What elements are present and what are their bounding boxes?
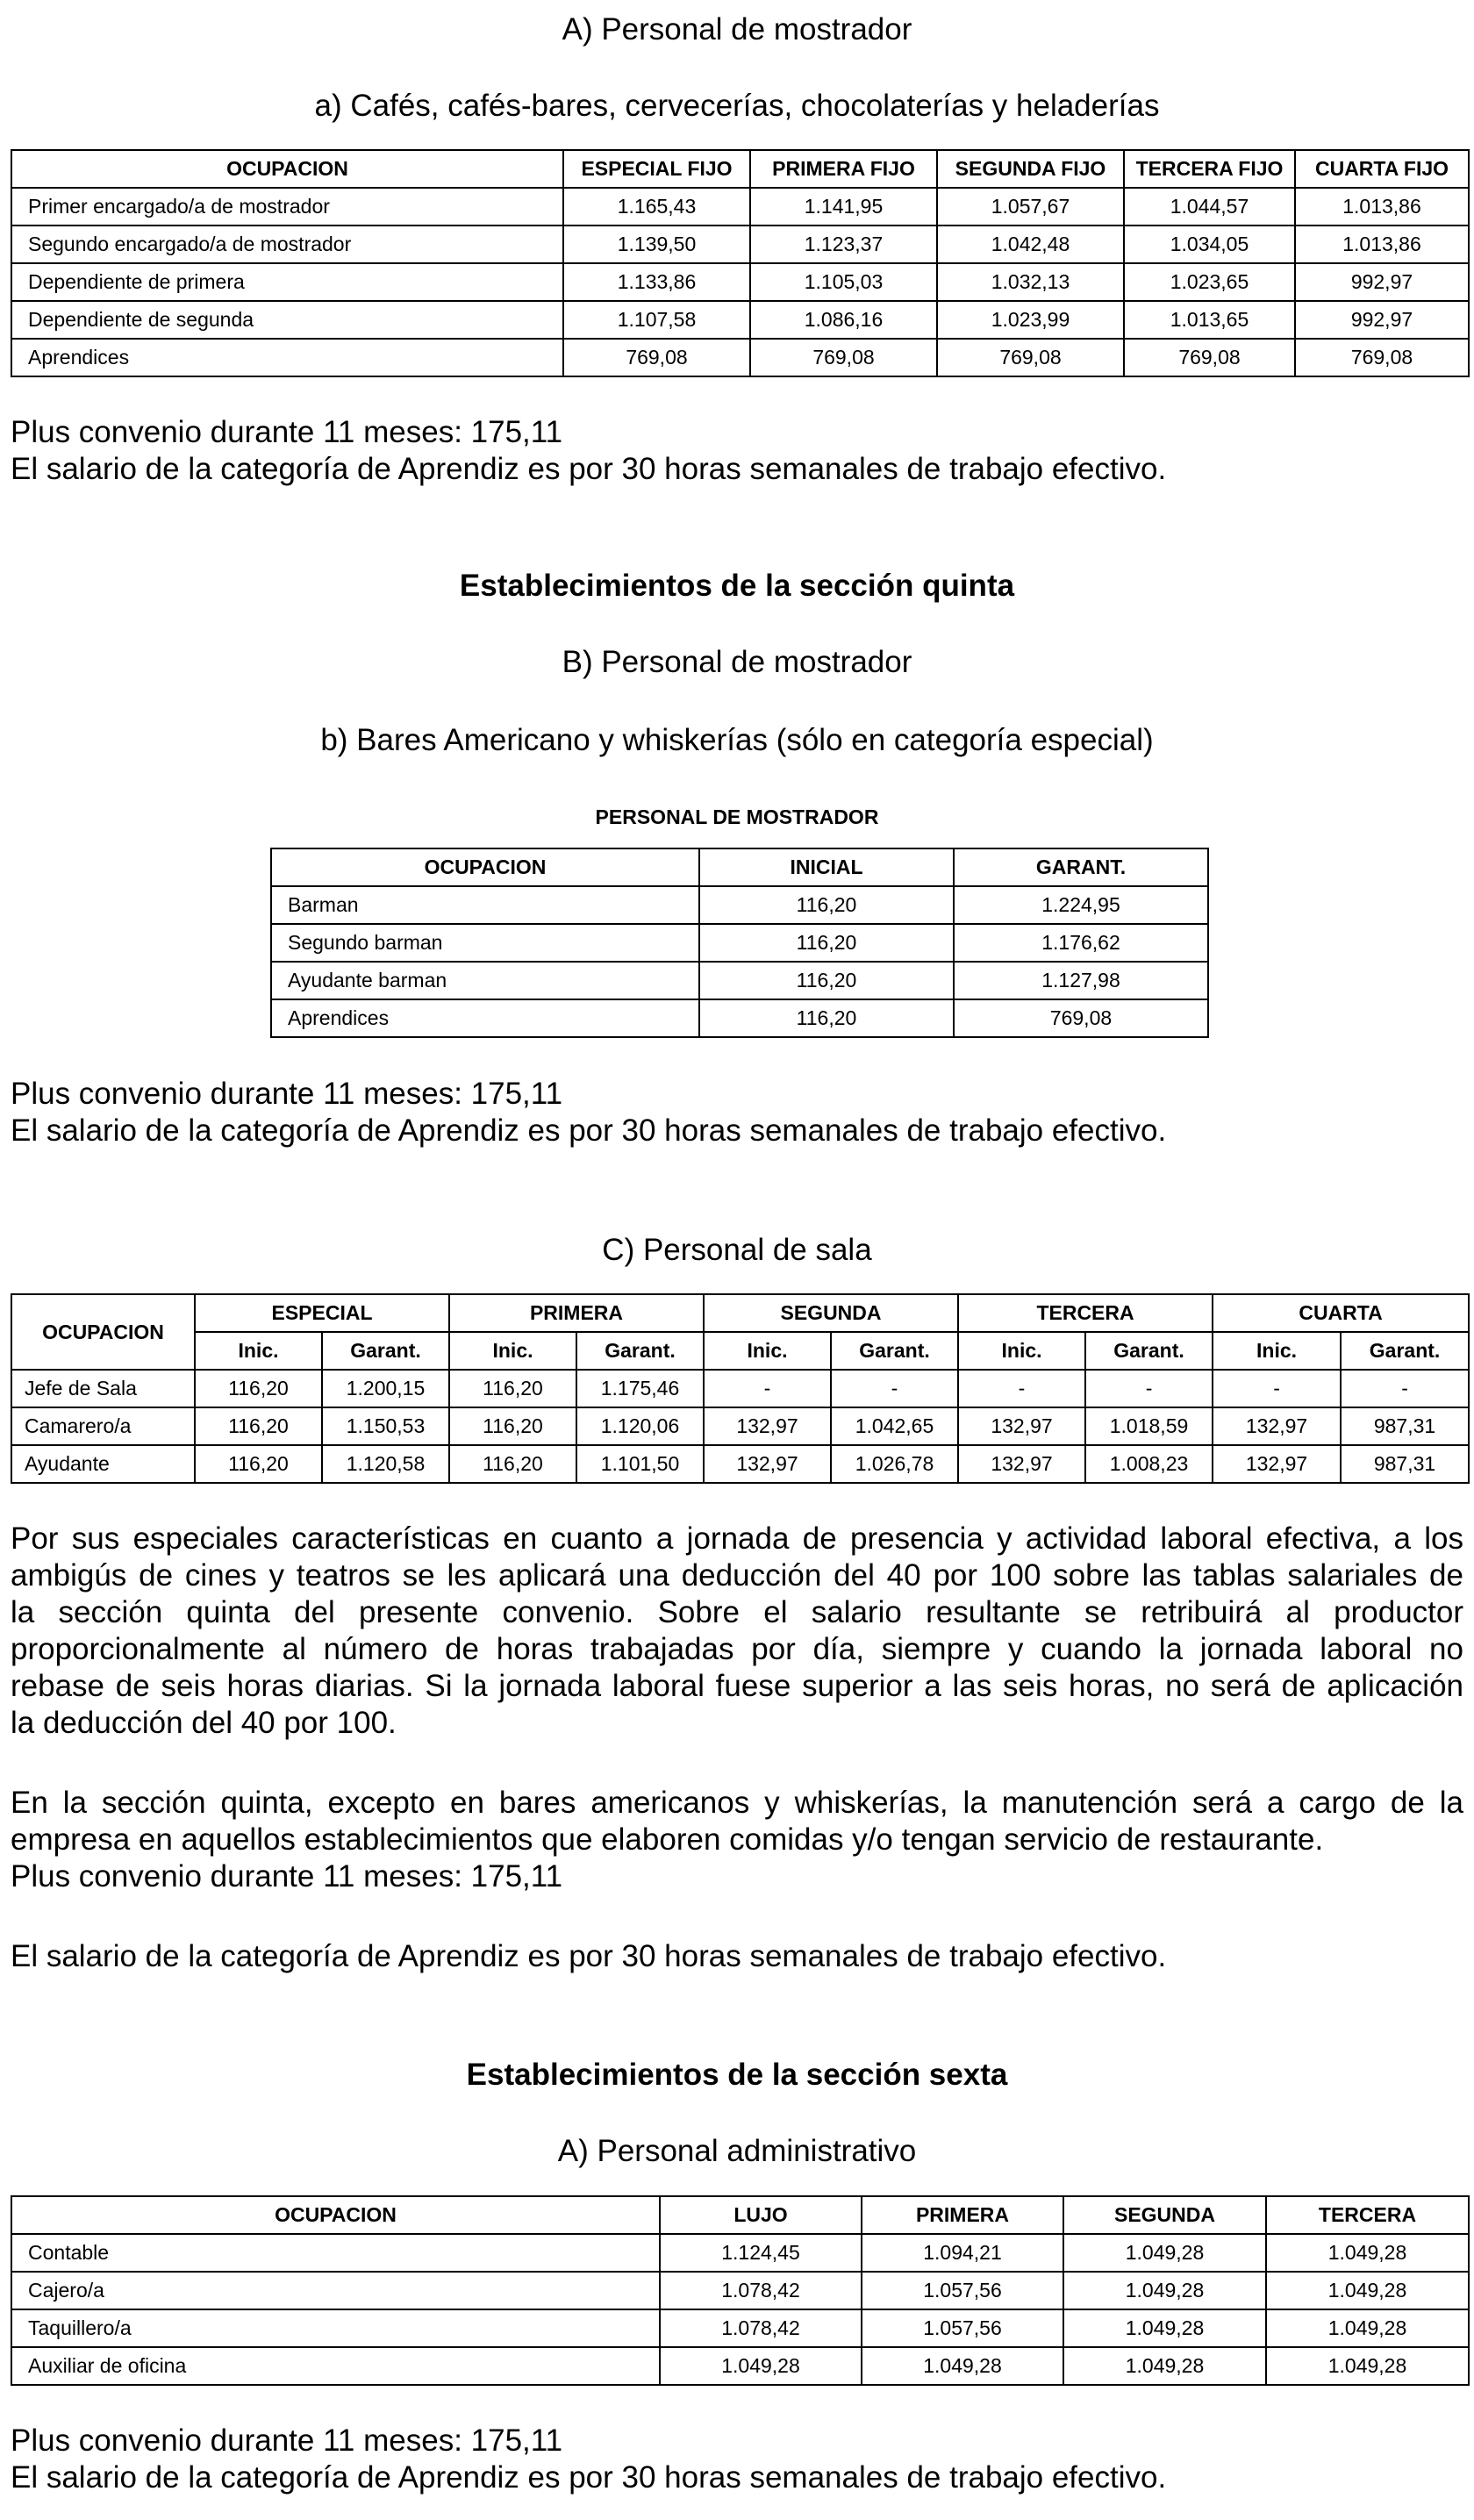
table-personal-administrativo [11,2195,1470,2386]
table-row [11,339,1469,376]
table-cell: 992,97 [1295,301,1469,339]
table-cell: 1.008,23 [1085,1445,1213,1483]
plus-convenio-text: Plus convenio durante 11 meses: 175,11 [11,1077,563,1111]
col-sub-header: Garant. [322,1332,449,1370]
table-cell: 1.023,65 [1124,263,1295,301]
heading-personal-administrativo: A) Personal administrativo [557,2134,917,2168]
paragraph-manutencion [11,1785,1463,1858]
paragraph-ambigus [11,1521,1463,1742]
table-cell: 1.049,28 [1063,2347,1266,2385]
salario-aprendiz-text: El salario de la categoría de Aprendiz es por 30 horas semanales de trabajo efectivo. [11,1939,1167,1973]
paragraph-line: En la sección quinta, excepto en bares americanos y whiskerías, la manutención será a cargo de la [11,1786,1463,1820]
table-cell: 1.013,86 [1295,226,1469,263]
table-row [11,2309,1469,2347]
table-cell: 132,97 [1213,1445,1341,1483]
col-header: OCUPACION [271,848,699,886]
table-cell: 1.139,50 [563,226,750,263]
col-header: INICIAL [699,848,954,886]
table-cell: 1.023,99 [937,301,1124,339]
table-cell: 1.018,59 [1085,1407,1213,1445]
table-cell: 1.141,95 [750,188,937,226]
col-sub-header: Inic. [704,1332,831,1370]
table-cell: 116,20 [699,924,954,962]
table-cell: 1.175,46 [576,1370,704,1407]
heading-cafes: a) Cafés, cafés-bares, cervecerías, chocolaterías y heladerías [314,89,1160,123]
table-cell: - [1341,1370,1469,1407]
col-header: PRIMERA FIJO [750,150,937,188]
table-cell: 132,97 [704,1407,831,1445]
table-cell: Aprendices [11,339,563,376]
col-header: TERCERA FIJO [1124,150,1295,188]
col-sub-header: Garant. [576,1332,704,1370]
table-row [271,924,1208,962]
table-cell: 987,31 [1341,1407,1469,1445]
table-cell: Cajero/a [11,2272,660,2309]
col-sub-header: Garant. [1085,1332,1213,1370]
col-header: OCUPACION [11,150,563,188]
plus-convenio-text: Plus convenio durante 11 meses: 175,11 [11,1859,563,1894]
table-cell: 1.049,28 [1266,2309,1469,2347]
table-cell: 1.127,98 [954,962,1208,999]
table-row [11,263,1469,301]
table-cell: 1.034,05 [1124,226,1295,263]
table-cell: 1.120,06 [576,1407,704,1445]
col-header: OCUPACION [11,2196,660,2234]
heading-seccion-sexta: Establecimientos de la sección sexta [466,2058,1008,2092]
table-cell: Segundo encargado/a de mostrador [11,226,563,263]
table-cell: 1.057,56 [862,2272,1063,2309]
table-cell: 1.049,28 [660,2347,862,2385]
col-header: TERCERA [1266,2196,1469,2234]
table-cell: 1.124,45 [660,2234,862,2272]
table-row [11,2347,1469,2385]
table-cell: 116,20 [449,1407,576,1445]
paragraph-line: proporcionalmente al número de horas trabajadas por día, siempre y cuando la jornada laboral no [11,1632,1463,1666]
table-cell: 1.133,86 [563,263,750,301]
salario-aprendiz-text: El salario de la categoría de Aprendiz es por 30 horas semanales de trabajo efectivo. [11,1113,1167,1148]
col-header: GARANT. [954,848,1208,886]
table-cell: - [704,1370,831,1407]
heading-b-personal-mostrador: B) Personal de mostrador [562,645,912,679]
table-row [271,962,1208,999]
caption-personal-mostrador: PERSONAL DE MOSTRADOR [595,805,879,828]
table-cell: 1.057,67 [937,188,1124,226]
table-cell: Ayudante barman [271,962,699,999]
table-cell: Dependiente de segunda [11,301,563,339]
table-cell: 1.057,56 [862,2309,1063,2347]
plus-convenio-text: Plus convenio durante 11 meses: 175,11 [11,2423,563,2458]
table-cell: 1.150,53 [322,1407,449,1445]
table-cell: 116,20 [195,1407,322,1445]
table-cell: 987,31 [1341,1445,1469,1483]
table-cell: 1.107,58 [563,301,750,339]
table-cell: 1.120,58 [322,1445,449,1483]
paragraph-line: Por sus especiales características en cuanto a jornada de presencia y actividad laboral efectiva, a los [11,1521,1463,1556]
table-cell: 1.200,15 [322,1370,449,1407]
table-cell: 1.123,37 [750,226,937,263]
table-row [11,2234,1469,2272]
table-cell: 1.026,78 [831,1445,958,1483]
table-cell: Camarero/a [11,1407,195,1445]
salario-aprendiz-text: El salario de la categoría de Aprendiz es por 30 horas semanales de trabajo efectivo. [11,452,1167,486]
col-header: ESPECIAL FIJO [563,150,750,188]
col-sub-header: Inic. [1213,1332,1341,1370]
table-cell: 1.176,62 [954,924,1208,962]
paragraph-line: rebase de seis horas diarias. Si la jornada laboral fuese superior a las seis horas, no será de aplicación [11,1669,1463,1703]
col-header: OCUPACION [11,1294,195,1370]
table-cell: 1.044,57 [1124,188,1295,226]
table-cell: 1.101,50 [576,1445,704,1483]
table-cell: 116,20 [195,1370,322,1407]
table-cell: 1.049,28 [1063,2272,1266,2309]
table-row [271,999,1208,1037]
col-group-header: CUARTA [1213,1294,1469,1332]
heading-bares-americano: b) Bares Americano y whiskerías (sólo en categoría especial) [320,723,1154,757]
table-cell: 1.078,42 [660,2272,862,2309]
table-row [11,226,1469,263]
table-personal-sala [11,1293,1470,1484]
table-cell: - [1213,1370,1341,1407]
table-cell: 1.049,28 [1266,2234,1469,2272]
note-block-2 [11,1076,1463,1149]
table-header-row [11,150,1469,188]
col-group-header: ESPECIAL [195,1294,449,1332]
table-row [11,1370,1469,1407]
col-header: SEGUNDA FIJO [937,150,1124,188]
table-cell: 1.049,28 [1266,2272,1469,2309]
table-header-row [11,2196,1469,2234]
table-cell: 769,08 [563,339,750,376]
table-cell: Ayudante [11,1445,195,1483]
table-row [11,1407,1469,1445]
note-block-3b [11,1938,1463,1975]
col-header: PRIMERA [862,2196,1063,2234]
table-cell: 116,20 [699,962,954,999]
table-cell: 1.224,95 [954,886,1208,924]
table-cell: - [831,1370,958,1407]
table-cell: 1.086,16 [750,301,937,339]
heading-personal-mostrador: A) Personal de mostrador [562,12,912,47]
table-cell: Barman [271,886,699,924]
col-header: CUARTA FIJO [1295,150,1469,188]
table-row [11,301,1469,339]
table-cell: 116,20 [449,1445,576,1483]
col-sub-header: Garant. [1341,1332,1469,1370]
table-cell: 132,97 [958,1445,1085,1483]
table-cell: Jefe de Sala [11,1370,195,1407]
paragraph-line: ambigús de cines y teatros se les aplicará una deducción del 40 por 100 sobre las tablas salariales de [11,1558,1463,1593]
col-header: LUJO [660,2196,862,2234]
table-cell: 769,08 [954,999,1208,1037]
table-cell: 1.042,48 [937,226,1124,263]
table-cell: 1.165,43 [563,188,750,226]
table-cell: 769,08 [1124,339,1295,376]
col-sub-header: Inic. [958,1332,1085,1370]
table-cell: 132,97 [1213,1407,1341,1445]
note-block-4 [11,2423,1463,2496]
table-cell: 1.049,28 [862,2347,1063,2385]
table-cell: 769,08 [1295,339,1469,376]
table-cell: 769,08 [750,339,937,376]
paragraph-line: la deducción del 40 por 100. [11,1706,397,1740]
col-group-header: SEGUNDA [704,1294,958,1332]
table-cell: 116,20 [699,999,954,1037]
table-row [11,1445,1469,1483]
salario-aprendiz-text: El salario de la categoría de Aprendiz es por 30 horas semanales de trabajo efectivo. [11,2460,1167,2495]
paragraph-line: empresa en aquellos establecimientos que elaboren comidas y/o tengan servicio de restaurante. [11,1822,1324,1857]
table-cell: 1.013,86 [1295,188,1469,226]
table-cell: 1.105,03 [750,263,937,301]
col-group-header: PRIMERA [449,1294,704,1332]
col-sub-header: Inic. [195,1332,322,1370]
table-cell: Taquillero/a [11,2309,660,2347]
table-cell: Contable [11,2234,660,2272]
table-cafes [11,149,1470,377]
table-cell: Auxiliar de oficina [11,2347,660,2385]
table-cell: 769,08 [937,339,1124,376]
table-cell: Primer encargado/a de mostrador [11,188,563,226]
table-cell: 1.042,65 [831,1407,958,1445]
table-cell: 132,97 [704,1445,831,1483]
table-cell: 992,97 [1295,263,1469,301]
table-cell: 1.078,42 [660,2309,862,2347]
table-cell: Dependiente de primera [11,263,563,301]
table-row [271,886,1208,924]
table-row [11,188,1469,226]
note-block-1 [11,414,1463,488]
table-cell: 1.049,28 [1063,2234,1266,2272]
table-cell: 1.049,28 [1266,2347,1469,2385]
table-cell: 116,20 [195,1445,322,1483]
table-row [11,2272,1469,2309]
note-block-3 [11,1858,1463,1895]
col-sub-header: Inic. [449,1332,576,1370]
table-bares-americano [270,848,1209,1038]
heading-personal-sala: C) Personal de sala [602,1233,872,1267]
col-header: SEGUNDA [1063,2196,1266,2234]
table-cell: Segundo barman [271,924,699,962]
table-header-row [271,848,1208,886]
col-group-header: TERCERA [958,1294,1213,1332]
table-header-sub-row [11,1332,1469,1370]
table-cell: 1.049,28 [1063,2309,1266,2347]
heading-seccion-quinta: Establecimientos de la sección quinta [459,569,1015,603]
table-cell: 132,97 [958,1407,1085,1445]
plus-convenio-text: Plus convenio durante 11 meses: 175,11 [11,415,563,449]
table-cell: 1.032,13 [937,263,1124,301]
table-cell: - [958,1370,1085,1407]
table-cell: 116,20 [449,1370,576,1407]
table-header-group-row [11,1294,1469,1332]
table-cell: 1.013,65 [1124,301,1295,339]
table-cell: - [1085,1370,1213,1407]
col-sub-header: Garant. [831,1332,958,1370]
paragraph-line: la sección quinta del presente convenio. Sobre el salario resultante se retribuirá al productor [11,1595,1463,1629]
table-cell: 1.094,21 [862,2234,1063,2272]
table-cell: Aprendices [271,999,699,1037]
table-cell: 116,20 [699,886,954,924]
